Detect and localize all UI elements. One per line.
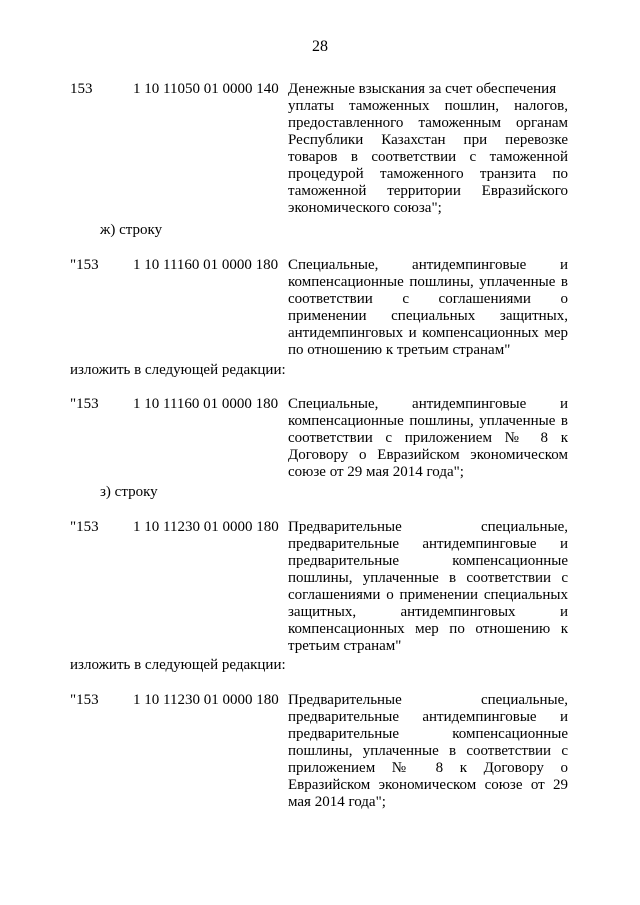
description-line: приложением № 8 к Договору о	[288, 760, 568, 776]
description-line: пошлины, уплаченные в соответствии с	[288, 743, 568, 759]
description-line: Договору о Евразийском экономическом	[288, 447, 568, 463]
description-line: Предварительные специальные,	[288, 519, 568, 535]
description-line: компенсационные пошлины, уплаченные в	[288, 413, 568, 429]
entry-number: "153	[70, 519, 99, 535]
description-line: таможенной территории Евразийского	[288, 183, 568, 199]
description-line: соответствии с соглашениями о	[288, 291, 568, 307]
classification-code: 1 10 11050 01 0000 140	[133, 81, 279, 97]
description-line: защитных, антидемпинговых и	[288, 604, 568, 620]
page-number: 28	[312, 38, 328, 55]
entry-description	[288, 257, 568, 359]
entry-number: "153	[70, 692, 99, 708]
description-line: Денежные взыскания за счет обеспечения	[288, 81, 557, 97]
entry-number: 153	[70, 81, 93, 97]
description-line: применении специальных защитных,	[288, 308, 568, 324]
entry-description	[288, 692, 568, 811]
instruction-line: изложить в следующей редакции:	[70, 657, 286, 673]
description-line: уплаты таможенных пошлин, налогов,	[288, 98, 568, 114]
instruction-line: з) строку	[100, 484, 158, 500]
classification-code: 1 10 11230 01 0000 180	[133, 519, 279, 535]
description-line: антидемпинговых и компенсационных мер	[288, 325, 568, 341]
description-line: Евразийском экономическом союзе от 29	[288, 777, 568, 793]
classification-code: 1 10 11160 01 0000 180	[133, 257, 279, 273]
description-line: предоставленного таможенным органам	[288, 115, 568, 131]
description-line: предварительные компенсационные	[288, 726, 568, 742]
entry-number: "153	[70, 396, 99, 412]
description-line: экономического союза";	[288, 200, 442, 216]
description-line: пошлины, уплаченные в соответствии с	[288, 570, 568, 586]
entry-number: "153	[70, 257, 99, 273]
classification-code: 1 10 11160 01 0000 180	[133, 396, 279, 412]
description-line: соответствии с приложением № 8 к	[288, 430, 568, 446]
entry-description	[288, 519, 568, 655]
description-line: товаров в соответствии с таможенной	[288, 149, 568, 165]
instruction-line: изложить в следующей редакции:	[70, 362, 286, 378]
description-line: Республики Казахстан при перевозке	[288, 132, 568, 148]
description-line: Специальные, антидемпинговые и	[288, 257, 568, 273]
entry-description	[288, 81, 568, 217]
description-line: по отношению к третьим странам"	[288, 342, 511, 358]
description-line: союзе от 29 мая 2014 года";	[288, 464, 464, 480]
description-line: Специальные, антидемпинговые и	[288, 396, 568, 412]
classification-code: 1 10 11230 01 0000 180	[133, 692, 279, 708]
description-line: процедурой таможенного транзита по	[288, 166, 568, 182]
description-line: предварительные компенсационные	[288, 553, 568, 569]
description-line: компенсационных мер по отношению к	[288, 621, 568, 637]
description-line: предварительные антидемпинговые и	[288, 709, 568, 725]
description-line: предварительные антидемпинговые и	[288, 536, 568, 552]
description-line: мая 2014 года";	[288, 794, 386, 810]
description-line: Предварительные специальные,	[288, 692, 568, 708]
entry-description	[288, 396, 568, 481]
instruction-line: ж) строку	[100, 222, 163, 238]
description-line: компенсационные пошлины, уплаченные в	[288, 274, 568, 290]
description-line: соглашениями о применении специальных	[288, 587, 568, 603]
description-line: третьим странам"	[288, 638, 402, 654]
